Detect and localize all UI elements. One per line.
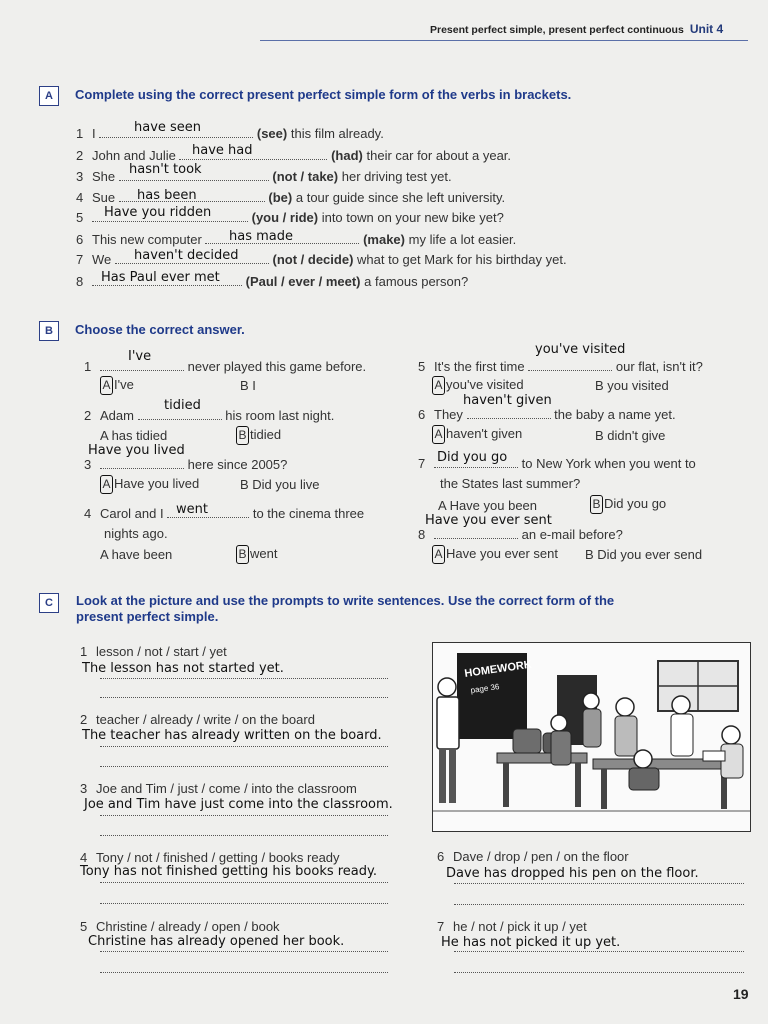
exercise-a4: 4 Sue (be) a tour guide since she left university. <box>76 190 506 205</box>
section-b-instruction: Choose the correct answer. <box>75 322 245 337</box>
selected-circle: B <box>236 426 249 445</box>
answer-b2[interactable]: tidied <box>164 398 201 413</box>
page-number: 19 <box>733 986 749 1002</box>
exercise-b8: 8 an e-mail before? <box>418 527 623 542</box>
writing-line <box>100 677 388 679</box>
option-b7-b[interactable]: B Did you go <box>590 495 666 514</box>
option-b5-a[interactable]: A you've visited <box>432 376 524 395</box>
answer-c1[interactable]: The lesson has not started yet. <box>82 661 284 676</box>
section-c-instruction: Look at the picture and use the prompts to write sentences. Use the correct form of the present perfect simple. <box>76 593 615 624</box>
selected-circle: A <box>432 545 445 564</box>
running-header <box>430 22 723 36</box>
answer-b4[interactable]: went <box>176 502 208 517</box>
writing-line <box>100 950 388 952</box>
answer-a5[interactable]: Have you ridden <box>104 205 212 220</box>
writing-line <box>100 814 388 816</box>
answer-b5[interactable]: you've visited <box>535 342 626 357</box>
exercise-b7-cont: the States last summer? <box>440 476 581 491</box>
prompt-c6: 6 Dave / drop / pen / on the floor <box>437 849 629 864</box>
answer-a8[interactable]: Has Paul ever met <box>101 270 220 285</box>
writing-line <box>100 696 388 698</box>
header-rule <box>260 40 748 41</box>
selected-circle: A <box>100 475 113 494</box>
answer-b7[interactable]: Did you go <box>437 450 508 465</box>
answer-a7[interactable]: haven't decided <box>134 248 239 263</box>
prompt-c5: 5 Christine / already / open / book <box>80 919 280 934</box>
prompt-c2: 2 teacher / already / write / on the board <box>80 712 315 727</box>
writing-line <box>454 903 744 905</box>
prompt-c7: 7 he / not / pick it up / yet <box>437 919 587 934</box>
option-b8-b[interactable]: B Did you ever send <box>585 547 703 562</box>
exercise-b2: 2 Adam his room last night. <box>84 408 335 423</box>
exercise-b6: 6 They the baby a name yet. <box>418 407 676 422</box>
exercise-b1: 1 never played this game before. <box>84 359 367 374</box>
writing-line <box>454 882 744 884</box>
section-c-badge: C <box>39 593 59 613</box>
prompt-c4: 4 Tony / not / finished / getting / books ready <box>80 850 340 865</box>
selected-circle: B <box>590 495 603 514</box>
exercise-a1: 1 I (see) this film already. <box>76 126 384 141</box>
option-b1-b[interactable]: B I <box>240 378 256 393</box>
option-b5-b[interactable]: B you visited <box>595 378 669 393</box>
option-b4-a[interactable]: A have been <box>100 547 173 562</box>
answer-b8[interactable]: Have you ever sent <box>425 513 552 528</box>
exercise-b7: 7 to New York when you went to <box>418 456 696 471</box>
exercise-b4-cont: nights ago. <box>104 526 168 541</box>
exercise-a7: 7 We (not / decide) what to get Mark for his birthday yet. <box>76 252 567 267</box>
answer-b1[interactable]: I've <box>128 349 152 364</box>
exercise-a5: 5 (you / ride) into town on your new bike yet? <box>76 210 504 225</box>
option-b6-a[interactable]: A haven't given <box>432 425 522 444</box>
exercise-b3: 3 here since 2005? <box>84 457 288 472</box>
section-a-instruction: Complete using the correct present perfect simple form of the verbs in brackets. <box>75 87 572 102</box>
writing-line <box>100 881 388 883</box>
writing-line <box>454 971 744 973</box>
answer-a6[interactable]: has made <box>229 229 293 244</box>
answer-c3[interactable]: Joe and Tim have just come into the classroom. <box>84 797 393 812</box>
selected-circle: B <box>236 545 249 564</box>
option-b4-b[interactable]: B went <box>236 545 277 564</box>
board-subheading: page 36 <box>470 682 500 695</box>
option-b2-b[interactable]: B tidied <box>236 426 281 445</box>
option-b7-a[interactable]: A Have you been <box>438 498 538 513</box>
option-b1-a[interactable]: A I've <box>100 376 134 395</box>
section-b-badge: B <box>39 321 59 341</box>
writing-line <box>454 950 744 952</box>
selected-circle: A <box>100 376 113 395</box>
classroom-drawing <box>433 643 750 831</box>
writing-line <box>100 745 388 747</box>
writing-line <box>100 902 388 904</box>
answer-c2[interactable]: The teacher has already written on the board. <box>82 728 382 743</box>
exercise-b5: 5 It's the first time our flat, isn't it? <box>418 359 703 374</box>
answer-a1[interactable]: have seen <box>134 120 202 135</box>
answer-c5[interactable]: Christine has already opened her book. <box>88 934 345 949</box>
answer-a3[interactable]: hasn't took <box>129 162 202 177</box>
exercise-b4: 4 Carol and I to the cinema three <box>84 506 365 521</box>
exercise-a3: 3 She (not / take) her driving test yet. <box>76 169 452 184</box>
exercise-a6: 6 This new computer (make) my life a lot easier. <box>76 232 517 247</box>
option-b8-a[interactable]: A Have you ever sent <box>432 545 558 564</box>
selected-circle: A <box>432 376 445 395</box>
answer-a2[interactable]: have had <box>192 143 253 158</box>
board-heading: HOMEWORK <box>463 658 533 680</box>
option-b6-b[interactable]: B didn't give <box>595 428 666 443</box>
unit-label: Unit 4 <box>689 22 724 36</box>
answer-a4[interactable]: has been <box>137 188 197 203</box>
writing-line <box>100 971 388 973</box>
selected-circle: A <box>432 425 445 444</box>
writing-line <box>100 765 388 767</box>
option-b3-a[interactable]: A Have you lived <box>100 475 199 494</box>
answer-b6[interactable]: haven't given <box>463 393 552 408</box>
writing-line <box>100 834 388 836</box>
prompt-c1: 1 lesson / not / start / yet <box>80 644 227 659</box>
option-b2-a[interactable]: A has tidied <box>100 428 168 443</box>
prompt-c3: 3 Joe and Tim / just / come / into the classroom <box>80 781 357 796</box>
header-title: Present perfect simple, present perfect continuous <box>430 24 684 36</box>
section-a-badge: A <box>39 86 59 106</box>
answer-c7[interactable]: He has not picked it up yet. <box>441 935 621 950</box>
answer-c6[interactable]: Dave has dropped his pen on the floor. <box>446 866 699 881</box>
answer-c4[interactable]: Tony has not finished getting his books ready. <box>80 864 377 879</box>
answer-b3[interactable]: Have you lived <box>88 443 185 458</box>
classroom-illustration <box>432 642 751 832</box>
exercise-a8: 8 (Paul / ever / meet) a famous person? <box>76 274 469 289</box>
exercise-a2: 2 John and Julie (had) their car for about a year. <box>76 148 512 163</box>
option-b3-b[interactable]: B Did you live <box>240 477 320 492</box>
